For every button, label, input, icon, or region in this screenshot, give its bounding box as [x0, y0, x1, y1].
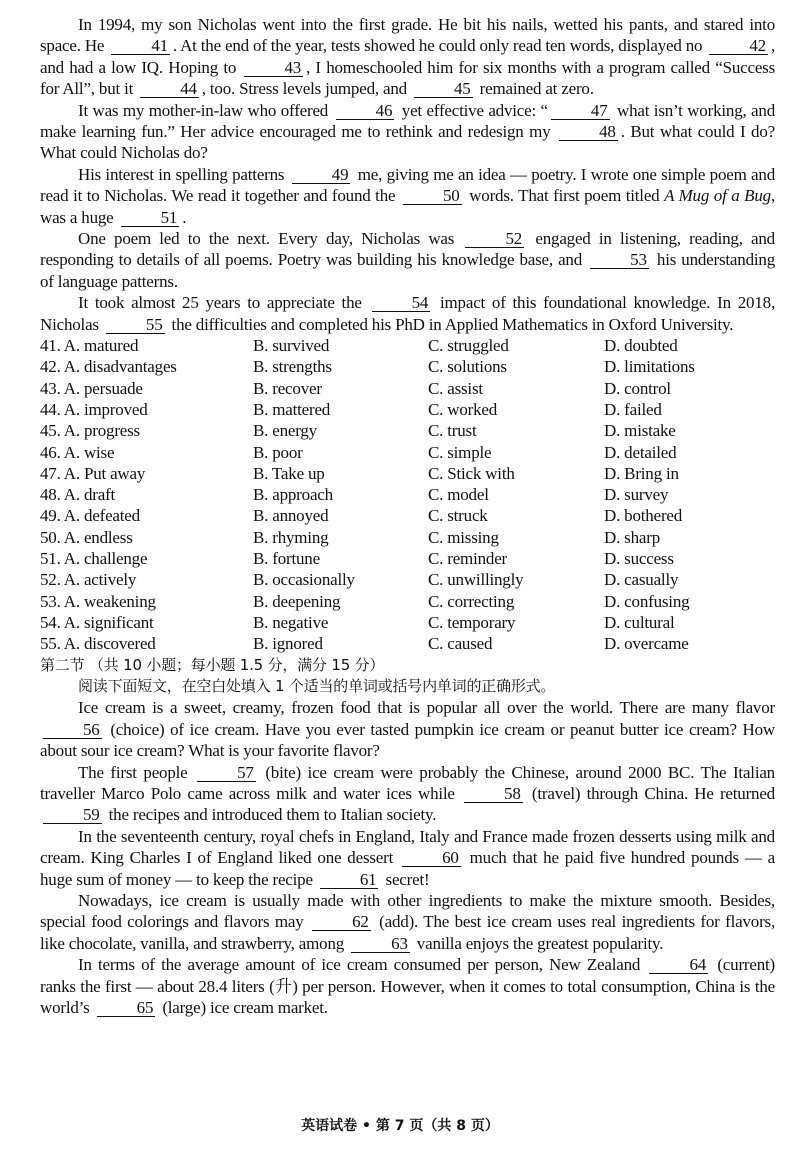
option-d[interactable]: D. mistake — [604, 421, 676, 441]
option-c[interactable]: C. model — [428, 485, 489, 505]
option-b[interactable]: B. strengths — [253, 357, 332, 377]
option-b[interactable]: B. approach — [253, 485, 333, 505]
option-d[interactable]: D. casually — [604, 570, 679, 590]
option-c[interactable]: C. Stick with — [428, 463, 515, 483]
option-d[interactable]: D. doubted — [604, 336, 678, 356]
option-b[interactable]: B. mattered — [253, 399, 331, 419]
option-row — [40, 356, 775, 377]
option-b[interactable]: B. fortune — [253, 549, 320, 569]
option-a[interactable] — [40, 548, 253, 569]
option-b[interactable]: B. rhyming — [253, 527, 329, 547]
option-d[interactable]: D. failed — [604, 399, 662, 419]
option-d[interactable]: D. detailed — [604, 442, 677, 462]
option-d[interactable]: D. confusing — [604, 591, 690, 611]
blank-43[interactable]: 43 — [244, 59, 303, 77]
option-c[interactable]: C. reminder — [428, 549, 507, 569]
blank-44[interactable]: 44 — [140, 80, 199, 98]
question-number: 46. — [40, 442, 61, 462]
passage2-paragraph-2: The first people 57 (bite) ice cream were probably the Chinese, around 2000 BC. The Italian traveller Marco Polo came across milk and water ices while 58 (travel) through China. He returned 59 the recipes and introduced them to Italian society. — [40, 762, 775, 825]
option-d[interactable]: D. overcame — [604, 634, 689, 654]
blank-53[interactable]: 53 — [590, 251, 649, 269]
option-row — [40, 399, 775, 420]
question-number: 43. — [40, 378, 61, 398]
question-number: 41. — [40, 336, 61, 356]
blank-57[interactable]: 57 — [197, 764, 256, 782]
blank-50[interactable]: 50 — [403, 187, 462, 205]
blank-52[interactable]: 52 — [465, 230, 524, 248]
question-number: 55. — [40, 634, 61, 654]
option-c[interactable]: C. temporary — [428, 612, 516, 632]
blank-59[interactable]: 59 — [43, 806, 102, 824]
option-a[interactable] — [40, 378, 253, 399]
option-a-label: A. significant — [63, 612, 154, 632]
option-row — [40, 335, 775, 356]
option-a[interactable] — [40, 569, 253, 590]
passage-paragraph-3: His interest in spelling patterns 49 me, giving me an idea — poetry. I wrote one simple poem and read it to Nicholas. We read it together and found the 50 words. That first poem titled A Mug of a Bug, was a huge 51 . — [40, 164, 776, 227]
option-c[interactable]: C. missing — [428, 527, 499, 547]
option-row — [40, 612, 775, 633]
option-b[interactable]: B. annoyed — [253, 506, 329, 526]
blank-51[interactable]: 51 — [121, 209, 180, 227]
question-number: 47. — [40, 463, 61, 483]
option-d[interactable]: D. survey — [604, 485, 669, 505]
blank-54[interactable]: 54 — [372, 294, 431, 312]
question-number: 49. — [40, 506, 61, 526]
option-b[interactable]: B. Take up — [253, 463, 325, 483]
cloze-passage — [40, 14, 775, 335]
option-d[interactable]: D. bothered — [604, 506, 683, 526]
passage2-paragraph-4: Nowadays, ice cream is usually made with other ingredients to make the mixture smooth. Besides, special food colorings and flavors may 62 (add). The best ice cream uses real ingredients for flavors, like chocolate, vanilla, and strawberry, among 63 vanilla enjoys the greatest popularity. — [40, 891, 776, 953]
blank-65[interactable]: 65 — [97, 999, 156, 1017]
option-b[interactable]: B. poor — [253, 442, 303, 462]
blank-64[interactable]: 64 — [649, 956, 708, 974]
option-a-label: A. actively — [63, 570, 137, 590]
option-row — [40, 527, 775, 548]
options-list — [40, 335, 775, 654]
option-c[interactable]: C. correcting — [428, 591, 515, 611]
passage-paragraph-1: In 1994, my son Nicholas went into the first grade. He bit his nails, wetted his pants, and stared into space. He 41 . At the end of the year, tests showed he could only read ten words, displayed no 42 , and had a low IQ. Hoping to 43 , I homeschooled him for six months with a program called “Success for All”, but it 44 , too. Stress levels jumped, and 45 remained at zero. — [40, 15, 776, 99]
option-c[interactable]: C. caused — [428, 634, 493, 654]
blank-45[interactable]: 45 — [414, 80, 473, 98]
passage2-paragraph-1: Ice cream is a sweet, creamy, frozen food that is popular all over the world. There are many flavor 56 (choice) of ice cream. Have you ever tasted pumpkin ice cream or peanut butter ice cream? How about sour ice cream? What is your favorite flavor? — [40, 698, 775, 761]
option-c[interactable]: C. unwillingly — [428, 570, 524, 590]
option-a-label: A. matured — [63, 336, 139, 356]
option-d[interactable]: D. sharp — [604, 527, 660, 547]
option-c[interactable]: C. struggled — [428, 336, 509, 356]
option-a[interactable] — [40, 612, 253, 633]
question-number: 44. — [40, 399, 61, 419]
option-a[interactable] — [40, 335, 253, 356]
passage2-paragraph-5: In terms of the average amount of ice cream consumed per person, New Zealand 64 (current) ranks the first — about 28.4 liters (升) per person. However, when it comes to total consumption, China is the world’s 65 (large) ice cream market. — [40, 955, 775, 1018]
question-number: 42. — [40, 357, 61, 377]
question-number: 45. — [40, 421, 61, 441]
option-a[interactable] — [40, 399, 253, 420]
option-a[interactable] — [40, 505, 253, 526]
option-a[interactable] — [40, 484, 253, 505]
blank-41[interactable]: 41 — [111, 37, 170, 55]
option-row — [40, 463, 775, 484]
blank-63[interactable]: 63 — [351, 935, 410, 953]
option-b[interactable]: B. deepening — [253, 591, 341, 611]
blank-48[interactable]: 48 — [559, 123, 618, 141]
option-row — [40, 378, 775, 399]
passage2-paragraph-3: In the seventeenth century, royal chefs in England, Italy and France made frozen desserts using milk and cream. King Charles I of England liked one dessert 60 much that he paid five hundred pounds — a huge sum of money — to keep the recipe 61 secret! — [40, 826, 775, 889]
grammar-fill-passage — [40, 697, 775, 1018]
option-c[interactable]: C. struck — [428, 506, 488, 526]
blank-61[interactable]: 61 — [320, 871, 379, 889]
passage-paragraph-4: One poem led to the next. Every day, Nicholas was 52 engaged in listening, reading, and responding to details of all poems. Poetry was building his knowledge base, and 53 his understanding of language patterns. — [40, 229, 775, 291]
option-b[interactable]: B. recover — [253, 378, 322, 398]
blank-49[interactable]: 49 — [292, 166, 351, 184]
blank-60[interactable]: 60 — [402, 849, 461, 867]
option-row — [40, 420, 775, 441]
option-d[interactable]: D. limitations — [604, 357, 695, 377]
option-a-label: A. discovered — [63, 634, 156, 654]
option-row — [40, 591, 775, 612]
option-a-label: A. defeated — [63, 506, 140, 526]
option-a[interactable] — [40, 591, 253, 612]
section-instruction: 阅读下面短文，在空白处填入 1 个适当的单词或括号内单词的正确形式。 — [78, 676, 556, 695]
option-a-label: A. persuade — [63, 378, 143, 398]
option-a[interactable] — [40, 463, 253, 484]
option-c[interactable]: C. simple — [428, 442, 492, 462]
passage-paragraph-5: It took almost 25 years to appreciate the 54 impact of this foundational knowledge. In 2018, Nicholas 55 the difficulties and completed his PhD in Applied Mathematics in Oxford University. — [40, 293, 776, 334]
page-footer: 英语试卷 • 第 7 页（共 8 页） — [301, 1118, 499, 1134]
option-d[interactable]: D. success — [604, 549, 674, 569]
blank-58[interactable]: 58 — [464, 785, 523, 803]
question-number: 50. — [40, 527, 61, 547]
section-title: 第二节 （共 10 小题；每小题 1.5 分，满分 15 分） — [40, 655, 385, 674]
option-row — [40, 569, 775, 590]
option-d[interactable]: D. Bring in — [604, 463, 679, 483]
option-a-label: A. disadvantages — [63, 357, 177, 377]
option-a-label: A. Put away — [63, 463, 146, 483]
passage-paragraph-2: It was my mother-in-law who offered 46 yet effective advice: “ 47 what isn’t working, and make learning fun.” Her advice encouraged me to rethink and redesign my 48 . But what could I do? What could Nicholas do? — [40, 100, 776, 163]
option-a[interactable] — [40, 420, 253, 441]
option-b[interactable]: B. occasionally — [253, 570, 355, 590]
option-a-label: A. improved — [63, 399, 148, 419]
blank-46[interactable]: 46 — [336, 102, 395, 120]
option-a-label: A. endless — [63, 527, 133, 547]
option-row — [40, 484, 775, 505]
option-a[interactable] — [40, 442, 253, 463]
option-a-label: A. challenge — [63, 549, 148, 569]
option-c[interactable]: C. trust — [428, 421, 477, 441]
blank-56[interactable]: 56 — [43, 721, 102, 739]
option-c[interactable]: C. assist — [428, 378, 483, 398]
question-number: 48. — [40, 485, 61, 505]
option-b[interactable]: B. survived — [253, 336, 330, 356]
blank-47[interactable]: 47 — [551, 102, 610, 120]
question-number: 54. — [40, 612, 61, 632]
option-b[interactable]: B. negative — [253, 612, 329, 632]
option-b[interactable]: B. ignored — [253, 634, 323, 654]
blank-55[interactable]: 55 — [106, 316, 165, 334]
option-b[interactable]: B. energy — [253, 421, 317, 441]
option-row — [40, 548, 775, 569]
option-a[interactable] — [40, 356, 253, 377]
exam-page — [40, 14, 775, 1018]
option-row — [40, 505, 775, 526]
option-row — [40, 442, 775, 463]
option-a-label: A. weakening — [63, 591, 156, 611]
question-number: 51. — [40, 549, 61, 569]
option-row — [40, 633, 775, 654]
option-a-label: A. wise — [63, 442, 115, 462]
blank-62[interactable]: 62 — [312, 913, 371, 931]
question-number: 53. — [40, 591, 61, 611]
option-c[interactable]: C. solutions — [428, 357, 507, 377]
poem-title: A Mug of a Bug — [664, 186, 771, 206]
option-a[interactable] — [40, 527, 253, 548]
option-a-label: A. draft — [63, 485, 116, 505]
option-c[interactable]: C. worked — [428, 399, 498, 419]
option-d[interactable]: D. control — [604, 378, 671, 398]
option-d[interactable]: D. cultural — [604, 612, 675, 632]
option-a-label: A. progress — [63, 421, 140, 441]
blank-42[interactable]: 42 — [709, 37, 768, 55]
question-number: 52. — [40, 570, 61, 590]
option-a[interactable] — [40, 633, 253, 654]
